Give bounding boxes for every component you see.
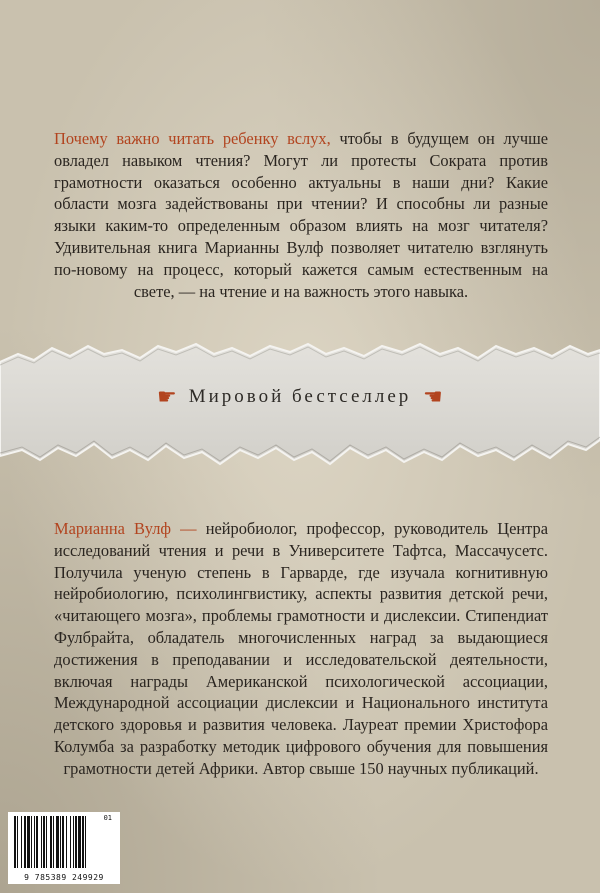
bestseller-label: Мировой бестселлер: [188, 386, 412, 407]
author-bio-body: нейробиолог, профессор, руководитель Центра исследований чтения и речи в Университете Тафтса, Массачусетс. Получила ученую степень в Гарварде, где изучала когнитивную нейробиологию, психолингвистику, аспекты развития детской речи, «читающего мозга», проблемы грамотности и дислексии. Стипендиат Фулбрайта, обладатель многочисленных наград за выдающиеся достижения в преподавании и исследовательской деятельности, включая награды Американской психологической ассоциации, Международной ассоциации дислексии и Национального института детского здоровья и развития человека. Лауреат премии Христофора Колумба за разработку методик цифрового обучения для повышения грамотности детей Африки. Автор свыше 150 научных публикаций.: [54, 519, 548, 778]
description-lead: Почему важно читать ребенку вслух,: [54, 129, 331, 148]
isbn-barcode: [8, 812, 120, 884]
pointing-hand-icon: ☛: [423, 384, 444, 409]
author-bio-paragraph: [54, 518, 548, 780]
pointing-hand-icon: ☛: [156, 384, 177, 409]
barcode-number: 9 785389 249929: [24, 873, 104, 882]
description-paragraph: [54, 128, 548, 302]
description-body: чтобы в будущем он лучше овладел навыком чтения? Могут ли протесты Сократа против грамотности оказаться особенно актуальны в наши дни? Какие области мозга задействованы при чтении? И способны ли разные языки каким-то определенным образом влиять на мозг читателя? Удивительная книга Марианны Вулф позволяет читателю взглянуть по-новому на процесс, который кажется самым естественным на свете, — на чтение и на важность этого навыка.: [54, 129, 548, 301]
barcode-bars-icon: [14, 816, 114, 868]
barcode-addon: 01: [103, 814, 112, 822]
bestseller-banner: [0, 383, 600, 411]
author-name: Марианна Вулф —: [54, 519, 197, 538]
